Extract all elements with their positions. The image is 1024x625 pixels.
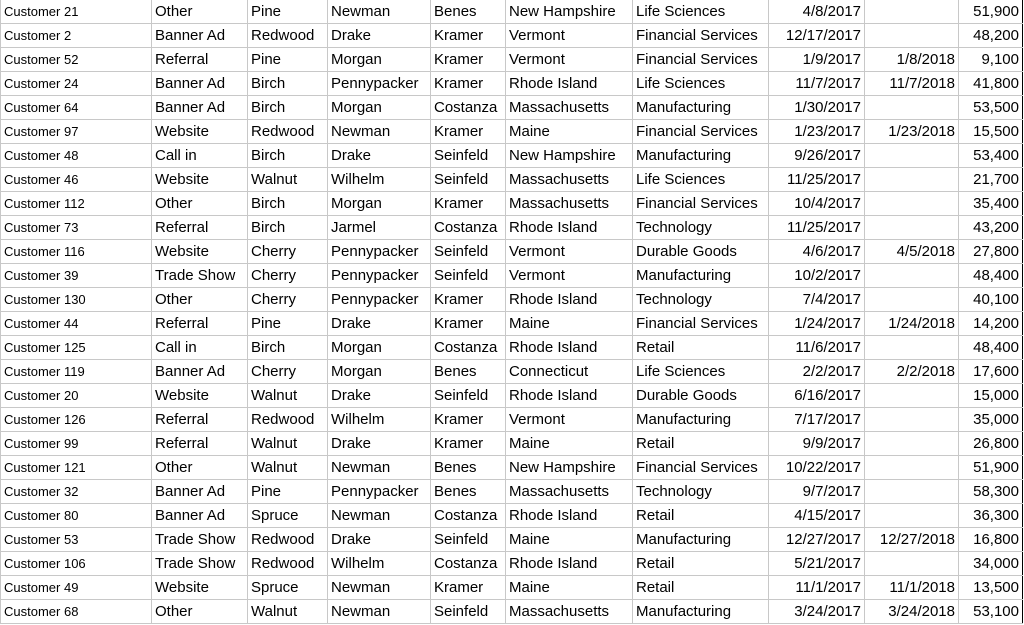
end-date-cell[interactable] <box>865 336 959 360</box>
end-date-cell[interactable] <box>865 408 959 432</box>
rep-cell[interactable]: Drake <box>328 24 431 48</box>
manager-cell[interactable]: Kramer <box>431 72 506 96</box>
end-date-cell[interactable] <box>865 0 959 24</box>
start-date-cell[interactable]: 4/15/2017 <box>769 504 865 528</box>
state-cell[interactable]: Maine <box>506 312 633 336</box>
manager-cell[interactable]: Kramer <box>431 408 506 432</box>
amount-cell[interactable]: 53,500 <box>959 96 1023 120</box>
customer-cell[interactable]: Customer 32 <box>1 480 152 504</box>
table-row <box>1 0 1023 24</box>
industry-cell[interactable]: Financial Services <box>633 48 769 72</box>
manager-cell[interactable]: Costanza <box>431 96 506 120</box>
table-row <box>1 360 1023 384</box>
rep-cell[interactable]: Newman <box>328 0 431 24</box>
industry-cell[interactable]: Retail <box>633 576 769 600</box>
tree-cell[interactable]: Birch <box>248 336 328 360</box>
table-body <box>1 0 1023 624</box>
channel-cell[interactable]: Call in <box>152 144 248 168</box>
amount-cell[interactable]: 15,000 <box>959 384 1023 408</box>
start-date-cell[interactable]: 3/24/2017 <box>769 600 865 624</box>
state-cell[interactable]: Maine <box>506 528 633 552</box>
start-date-cell[interactable]: 1/9/2017 <box>769 48 865 72</box>
amount-cell[interactable]: 53,100 <box>959 600 1023 624</box>
end-date-cell[interactable]: 1/24/2018 <box>865 312 959 336</box>
table-row <box>1 72 1023 96</box>
customer-cell[interactable]: Customer 49 <box>1 576 152 600</box>
start-date-cell[interactable]: 5/21/2017 <box>769 552 865 576</box>
manager-cell[interactable]: Kramer <box>431 24 506 48</box>
channel-cell[interactable]: Other <box>152 600 248 624</box>
end-date-cell[interactable]: 1/8/2018 <box>865 48 959 72</box>
table-row <box>1 312 1023 336</box>
customer-cell[interactable]: Customer 116 <box>1 240 152 264</box>
channel-cell[interactable]: Referral <box>152 432 248 456</box>
channel-cell[interactable]: Trade Show <box>152 264 248 288</box>
table-row <box>1 504 1023 528</box>
end-date-cell[interactable] <box>865 192 959 216</box>
start-date-cell[interactable]: 11/25/2017 <box>769 216 865 240</box>
state-cell[interactable]: Massachusetts <box>506 192 633 216</box>
rep-cell[interactable]: Drake <box>328 528 431 552</box>
manager-cell[interactable]: Benes <box>431 480 506 504</box>
end-date-cell[interactable]: 11/1/2018 <box>865 576 959 600</box>
tree-cell[interactable]: Cherry <box>248 240 328 264</box>
start-date-cell[interactable]: 10/4/2017 <box>769 192 865 216</box>
tree-cell[interactable]: Cherry <box>248 360 328 384</box>
industry-cell[interactable]: Life Sciences <box>633 360 769 384</box>
manager-cell[interactable]: Seinfeld <box>431 528 506 552</box>
channel-cell[interactable]: Referral <box>152 216 248 240</box>
channel-cell[interactable]: Trade Show <box>152 528 248 552</box>
start-date-cell[interactable]: 1/24/2017 <box>769 312 865 336</box>
customer-cell[interactable]: Customer 106 <box>1 552 152 576</box>
tree-cell[interactable]: Pine <box>248 480 328 504</box>
industry-cell[interactable]: Life Sciences <box>633 168 769 192</box>
industry-cell[interactable]: Manufacturing <box>633 600 769 624</box>
rep-cell[interactable]: Newman <box>328 120 431 144</box>
rep-cell[interactable]: Newman <box>328 456 431 480</box>
industry-cell[interactable]: Financial Services <box>633 456 769 480</box>
start-date-cell[interactable]: 10/2/2017 <box>769 264 865 288</box>
manager-cell[interactable]: Kramer <box>431 288 506 312</box>
customer-cell[interactable]: Customer 21 <box>1 0 152 24</box>
channel-cell[interactable]: Banner Ad <box>152 504 248 528</box>
amount-cell[interactable]: 17,600 <box>959 360 1023 384</box>
customer-cell[interactable]: Customer 73 <box>1 216 152 240</box>
table-row <box>1 144 1023 168</box>
amount-cell[interactable]: 51,900 <box>959 0 1023 24</box>
table-row <box>1 120 1023 144</box>
industry-cell[interactable]: Durable Goods <box>633 384 769 408</box>
start-date-cell[interactable]: 11/25/2017 <box>769 168 865 192</box>
manager-cell[interactable]: Seinfeld <box>431 144 506 168</box>
state-cell[interactable]: Connecticut <box>506 360 633 384</box>
state-cell[interactable]: Rhode Island <box>506 552 633 576</box>
amount-cell[interactable]: 13,500 <box>959 576 1023 600</box>
table-row <box>1 432 1023 456</box>
customer-cell[interactable]: Customer 112 <box>1 192 152 216</box>
end-date-cell[interactable] <box>865 96 959 120</box>
tree-cell[interactable]: Redwood <box>248 24 328 48</box>
table-row <box>1 216 1023 240</box>
table-row <box>1 48 1023 72</box>
end-date-cell[interactable]: 3/24/2018 <box>865 600 959 624</box>
manager-cell[interactable]: Kramer <box>431 192 506 216</box>
customer-cell[interactable]: Customer 80 <box>1 504 152 528</box>
industry-cell[interactable]: Financial Services <box>633 24 769 48</box>
manager-cell[interactable]: Seinfeld <box>431 264 506 288</box>
table-row <box>1 24 1023 48</box>
channel-cell[interactable]: Website <box>152 240 248 264</box>
amount-cell[interactable]: 27,800 <box>959 240 1023 264</box>
tree-cell[interactable]: Birch <box>248 144 328 168</box>
customer-cell[interactable]: Customer 64 <box>1 96 152 120</box>
tree-cell[interactable]: Redwood <box>248 120 328 144</box>
state-cell[interactable]: Maine <box>506 432 633 456</box>
state-cell[interactable]: Rhode Island <box>506 72 633 96</box>
customer-cell[interactable]: Customer 53 <box>1 528 152 552</box>
channel-cell[interactable]: Call in <box>152 336 248 360</box>
industry-cell[interactable]: Retail <box>633 336 769 360</box>
state-cell[interactable]: Vermont <box>506 240 633 264</box>
start-date-cell[interactable]: 12/27/2017 <box>769 528 865 552</box>
manager-cell[interactable]: Kramer <box>431 48 506 72</box>
industry-cell[interactable]: Financial Services <box>633 312 769 336</box>
end-date-cell[interactable] <box>865 480 959 504</box>
start-date-cell[interactable]: 2/2/2017 <box>769 360 865 384</box>
end-date-cell[interactable] <box>865 216 959 240</box>
state-cell[interactable]: Maine <box>506 576 633 600</box>
channel-cell[interactable]: Other <box>152 192 248 216</box>
manager-cell[interactable]: Seinfeld <box>431 600 506 624</box>
manager-cell[interactable]: Benes <box>431 0 506 24</box>
rep-cell[interactable]: Morgan <box>328 336 431 360</box>
end-date-cell[interactable] <box>865 456 959 480</box>
manager-cell[interactable]: Seinfeld <box>431 168 506 192</box>
customer-cell[interactable]: Customer 121 <box>1 456 152 480</box>
tree-cell[interactable]: Walnut <box>248 456 328 480</box>
amount-cell[interactable]: 35,400 <box>959 192 1023 216</box>
start-date-cell[interactable]: 10/22/2017 <box>769 456 865 480</box>
state-cell[interactable]: New Hampshire <box>506 144 633 168</box>
start-date-cell[interactable]: 11/1/2017 <box>769 576 865 600</box>
customer-cell[interactable]: Customer 130 <box>1 288 152 312</box>
amount-cell[interactable]: 58,300 <box>959 480 1023 504</box>
tree-cell[interactable]: Pine <box>248 312 328 336</box>
end-date-cell[interactable] <box>865 168 959 192</box>
end-date-cell[interactable]: 4/5/2018 <box>865 240 959 264</box>
amount-cell[interactable]: 53,400 <box>959 144 1023 168</box>
amount-cell[interactable]: 41,800 <box>959 72 1023 96</box>
manager-cell[interactable]: Costanza <box>431 552 506 576</box>
tree-cell[interactable]: Birch <box>248 216 328 240</box>
start-date-cell[interactable]: 7/17/2017 <box>769 408 865 432</box>
start-date-cell[interactable]: 9/9/2017 <box>769 432 865 456</box>
industry-cell[interactable]: Technology <box>633 216 769 240</box>
manager-cell[interactable]: Kramer <box>431 576 506 600</box>
tree-cell[interactable]: Pine <box>248 48 328 72</box>
amount-cell[interactable]: 40,100 <box>959 288 1023 312</box>
state-cell[interactable]: Rhode Island <box>506 216 633 240</box>
amount-cell[interactable]: 48,400 <box>959 336 1023 360</box>
rep-cell[interactable]: Newman <box>328 576 431 600</box>
start-date-cell[interactable]: 4/8/2017 <box>769 0 865 24</box>
industry-cell[interactable]: Life Sciences <box>633 72 769 96</box>
channel-cell[interactable]: Website <box>152 120 248 144</box>
manager-cell[interactable]: Benes <box>431 360 506 384</box>
end-date-cell[interactable] <box>865 432 959 456</box>
start-date-cell[interactable]: 12/17/2017 <box>769 24 865 48</box>
amount-cell[interactable]: 16,800 <box>959 528 1023 552</box>
tree-cell[interactable]: Birch <box>248 96 328 120</box>
start-date-cell[interactable]: 1/23/2017 <box>769 120 865 144</box>
tree-cell[interactable]: Spruce <box>248 504 328 528</box>
start-date-cell[interactable]: 11/7/2017 <box>769 72 865 96</box>
customer-cell[interactable]: Customer 39 <box>1 264 152 288</box>
start-date-cell[interactable]: 11/6/2017 <box>769 336 865 360</box>
state-cell[interactable]: Vermont <box>506 24 633 48</box>
table-row <box>1 552 1023 576</box>
end-date-cell[interactable] <box>865 288 959 312</box>
table-row <box>1 192 1023 216</box>
amount-cell[interactable]: 9,100 <box>959 48 1023 72</box>
industry-cell[interactable]: Manufacturing <box>633 264 769 288</box>
rep-cell[interactable]: Wilhelm <box>328 408 431 432</box>
channel-cell[interactable]: Banner Ad <box>152 24 248 48</box>
end-date-cell[interactable]: 1/23/2018 <box>865 120 959 144</box>
rep-cell[interactable]: Newman <box>328 504 431 528</box>
table-row <box>1 456 1023 480</box>
industry-cell[interactable]: Technology <box>633 288 769 312</box>
amount-cell[interactable]: 21,700 <box>959 168 1023 192</box>
channel-cell[interactable]: Referral <box>152 312 248 336</box>
amount-cell[interactable]: 48,400 <box>959 264 1023 288</box>
state-cell[interactable]: New Hampshire <box>506 0 633 24</box>
rep-cell[interactable]: Wilhelm <box>328 168 431 192</box>
start-date-cell[interactable]: 1/30/2017 <box>769 96 865 120</box>
end-date-cell[interactable] <box>865 384 959 408</box>
amount-cell[interactable]: 15,500 <box>959 120 1023 144</box>
industry-cell[interactable]: Durable Goods <box>633 240 769 264</box>
tree-cell[interactable]: Walnut <box>248 600 328 624</box>
table-row <box>1 240 1023 264</box>
table-row <box>1 408 1023 432</box>
state-cell[interactable]: Massachusetts <box>506 600 633 624</box>
rep-cell[interactable]: Wilhelm <box>328 552 431 576</box>
rep-cell[interactable]: Pennypacker <box>328 288 431 312</box>
amount-cell[interactable]: 36,300 <box>959 504 1023 528</box>
table-row <box>1 336 1023 360</box>
industry-cell[interactable]: Financial Services <box>633 120 769 144</box>
channel-cell[interactable]: Banner Ad <box>152 96 248 120</box>
state-cell[interactable]: Rhode Island <box>506 384 633 408</box>
amount-cell[interactable]: 43,200 <box>959 216 1023 240</box>
tree-cell[interactable]: Redwood <box>248 552 328 576</box>
customer-cell[interactable]: Customer 44 <box>1 312 152 336</box>
table-row <box>1 528 1023 552</box>
manager-cell[interactable]: Benes <box>431 456 506 480</box>
customer-cell[interactable]: Customer 2 <box>1 24 152 48</box>
end-date-cell[interactable] <box>865 264 959 288</box>
customer-cell[interactable]: Customer 24 <box>1 72 152 96</box>
channel-cell[interactable]: Referral <box>152 48 248 72</box>
table-row <box>1 600 1023 624</box>
state-cell[interactable]: Vermont <box>506 48 633 72</box>
state-cell[interactable]: Rhode Island <box>506 504 633 528</box>
industry-cell[interactable]: Retail <box>633 552 769 576</box>
rep-cell[interactable]: Newman <box>328 600 431 624</box>
state-cell[interactable]: Maine <box>506 120 633 144</box>
state-cell[interactable]: Massachusetts <box>506 96 633 120</box>
rep-cell[interactable]: Pennypacker <box>328 72 431 96</box>
tree-cell[interactable]: Redwood <box>248 408 328 432</box>
rep-cell[interactable]: Drake <box>328 432 431 456</box>
channel-cell[interactable]: Banner Ad <box>152 480 248 504</box>
tree-cell[interactable]: Walnut <box>248 168 328 192</box>
table-row <box>1 168 1023 192</box>
industry-cell[interactable]: Retail <box>633 504 769 528</box>
industry-cell[interactable]: Manufacturing <box>633 528 769 552</box>
state-cell[interactable]: Rhode Island <box>506 288 633 312</box>
state-cell[interactable]: Massachusetts <box>506 168 633 192</box>
manager-cell[interactable]: Kramer <box>431 312 506 336</box>
channel-cell[interactable]: Banner Ad <box>152 72 248 96</box>
manager-cell[interactable]: Seinfeld <box>431 240 506 264</box>
channel-cell[interactable]: Other <box>152 288 248 312</box>
manager-cell[interactable]: Costanza <box>431 504 506 528</box>
customer-cell[interactable]: Customer 126 <box>1 408 152 432</box>
rep-cell[interactable]: Drake <box>328 144 431 168</box>
start-date-cell[interactable]: 9/26/2017 <box>769 144 865 168</box>
tree-cell[interactable]: Cherry <box>248 264 328 288</box>
customer-cell[interactable]: Customer 97 <box>1 120 152 144</box>
table-row <box>1 576 1023 600</box>
amount-cell[interactable]: 26,800 <box>959 432 1023 456</box>
start-date-cell[interactable]: 9/7/2017 <box>769 480 865 504</box>
table-row <box>1 96 1023 120</box>
table-row <box>1 384 1023 408</box>
state-cell[interactable]: New Hampshire <box>506 456 633 480</box>
manager-cell[interactable]: Kramer <box>431 432 506 456</box>
manager-cell[interactable]: Seinfeld <box>431 384 506 408</box>
tree-cell[interactable]: Cherry <box>248 288 328 312</box>
channel-cell[interactable]: Banner Ad <box>152 360 248 384</box>
customer-cell[interactable]: Customer 20 <box>1 384 152 408</box>
manager-cell[interactable]: Costanza <box>431 336 506 360</box>
end-date-cell[interactable] <box>865 144 959 168</box>
amount-cell[interactable]: 34,000 <box>959 552 1023 576</box>
channel-cell[interactable]: Website <box>152 168 248 192</box>
amount-cell[interactable]: 14,200 <box>959 312 1023 336</box>
customer-cell[interactable]: Customer 125 <box>1 336 152 360</box>
rep-cell[interactable]: Pennypacker <box>328 240 431 264</box>
industry-cell[interactable]: Life Sciences <box>633 0 769 24</box>
table-row <box>1 480 1023 504</box>
rep-cell[interactable]: Jarmel <box>328 216 431 240</box>
channel-cell[interactable]: Website <box>152 384 248 408</box>
manager-cell[interactable]: Costanza <box>431 216 506 240</box>
customer-cell[interactable]: Customer 99 <box>1 432 152 456</box>
rep-cell[interactable]: Drake <box>328 312 431 336</box>
end-date-cell[interactable]: 12/27/2018 <box>865 528 959 552</box>
rep-cell[interactable]: Morgan <box>328 360 431 384</box>
end-date-cell[interactable] <box>865 504 959 528</box>
end-date-cell[interactable]: 11/7/2018 <box>865 72 959 96</box>
customer-cell[interactable]: Customer 119 <box>1 360 152 384</box>
end-date-cell[interactable] <box>865 552 959 576</box>
channel-cell[interactable]: Trade Show <box>152 552 248 576</box>
industry-cell[interactable]: Manufacturing <box>633 144 769 168</box>
rep-cell[interactable]: Morgan <box>328 96 431 120</box>
channel-cell[interactable]: Website <box>152 576 248 600</box>
tree-cell[interactable]: Walnut <box>248 432 328 456</box>
rep-cell[interactable]: Morgan <box>328 192 431 216</box>
customer-cell[interactable]: Customer 48 <box>1 144 152 168</box>
industry-cell[interactable]: Manufacturing <box>633 408 769 432</box>
tree-cell[interactable]: Redwood <box>248 528 328 552</box>
end-date-cell[interactable] <box>865 24 959 48</box>
amount-cell[interactable]: 35,000 <box>959 408 1023 432</box>
channel-cell[interactable]: Other <box>152 0 248 24</box>
end-date-cell[interactable]: 2/2/2018 <box>865 360 959 384</box>
state-cell[interactable]: Vermont <box>506 408 633 432</box>
channel-cell[interactable]: Referral <box>152 408 248 432</box>
start-date-cell[interactable]: 7/4/2017 <box>769 288 865 312</box>
customer-cell[interactable]: Customer 68 <box>1 600 152 624</box>
rep-cell[interactable]: Drake <box>328 384 431 408</box>
tree-cell[interactable]: Birch <box>248 192 328 216</box>
customer-cell[interactable]: Customer 52 <box>1 48 152 72</box>
rep-cell[interactable]: Morgan <box>328 48 431 72</box>
customer-cell[interactable]: Customer 46 <box>1 168 152 192</box>
industry-cell[interactable]: Financial Services <box>633 192 769 216</box>
state-cell[interactable]: Massachusetts <box>506 480 633 504</box>
state-cell[interactable]: Rhode Island <box>506 336 633 360</box>
table-row <box>1 264 1023 288</box>
rep-cell[interactable]: Pennypacker <box>328 480 431 504</box>
tree-cell[interactable]: Pine <box>248 0 328 24</box>
rep-cell[interactable]: Pennypacker <box>328 264 431 288</box>
tree-cell[interactable]: Walnut <box>248 384 328 408</box>
start-date-cell[interactable]: 4/6/2017 <box>769 240 865 264</box>
industry-cell[interactable]: Retail <box>633 432 769 456</box>
industry-cell[interactable]: Manufacturing <box>633 96 769 120</box>
table-row <box>1 288 1023 312</box>
amount-cell[interactable]: 51,900 <box>959 456 1023 480</box>
tree-cell[interactable]: Spruce <box>248 576 328 600</box>
state-cell[interactable]: Vermont <box>506 264 633 288</box>
channel-cell[interactable]: Other <box>152 456 248 480</box>
amount-cell[interactable]: 48,200 <box>959 24 1023 48</box>
start-date-cell[interactable]: 6/16/2017 <box>769 384 865 408</box>
tree-cell[interactable]: Birch <box>248 72 328 96</box>
manager-cell[interactable]: Kramer <box>431 120 506 144</box>
industry-cell[interactable]: Technology <box>633 480 769 504</box>
